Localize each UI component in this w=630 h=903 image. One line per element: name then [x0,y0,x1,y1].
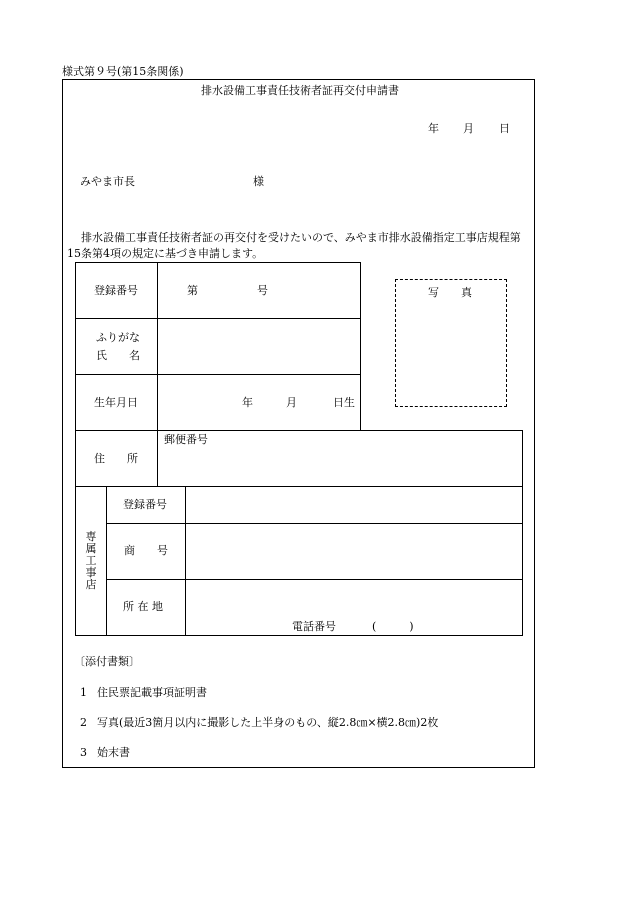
dob-year-label: 年 [242,396,253,409]
name-label: 氏 名 [96,349,140,362]
date-day-label: 日 [499,122,510,135]
shop-location-label: 所 在 地 [123,600,163,613]
form-number-label: 様式第９号(第15条関係) [62,65,184,78]
dob-month-label: 月 [286,396,297,409]
attachments-heading: 〔添付書類〕 [74,655,140,668]
attachment-item-number: 1 [80,686,87,699]
table-border [75,374,360,375]
table-border [106,523,523,524]
form-title: 排水設備工事責任技術者証再交付申請書 [201,84,399,97]
table-border [75,635,523,636]
date-month-label: 月 [463,122,474,135]
table-border [157,262,158,486]
shop-reg-number-label: 登録番号 [123,498,167,511]
shop-trade-name-label: 商 号 [124,544,168,557]
table-border [106,486,107,635]
reg-number-suffix: 号 [257,284,268,297]
application-statement: 排水設備工事責任技術者証の再交付を受けたいので、みやま市排水設備指定工事店規程第15条第4項の規定に基づき申請します。 [67,231,521,260]
table-border [75,486,523,487]
attachment-item-number: 2 [80,716,87,729]
table-border [106,579,523,580]
table-border [75,262,76,636]
reg-number-prefix: 第 [187,284,198,297]
attachment-item-text: 写真(最近3箇月以内に撮影した上半身のもの、縦2.8㎝×横2.8㎝)2枚 [97,716,439,729]
photo-label: 写 真 [428,286,472,299]
furigana-label: ふりがな [96,331,140,344]
attachment-item-text: 始末書 [97,746,130,759]
postal-code-label: 郵便番号 [164,433,208,446]
table-border [75,430,523,431]
date-year-label: 年 [428,122,439,135]
dob-day-label: 日生 [333,396,355,409]
table-border [185,486,186,635]
exclusive-contractor-label: 専 属 工 事 店 [85,530,97,591]
attachment-item-number: 3 [80,746,87,759]
addressee-honorific: 様 [253,175,264,188]
addressee-name: みやま市長 [80,175,135,188]
table-border [522,430,523,636]
phone-label: 電話番号 [292,620,336,633]
address-label: 住 所 [94,452,138,465]
attachment-item-text: 住民票記載事項証明書 [97,686,207,699]
table-border [75,318,360,319]
table-border [75,262,360,263]
dob-label: 生年月日 [94,396,138,409]
phone-parens: ( ) [372,620,414,633]
table-border [360,262,361,430]
reg-number-label: 登録番号 [94,284,138,297]
